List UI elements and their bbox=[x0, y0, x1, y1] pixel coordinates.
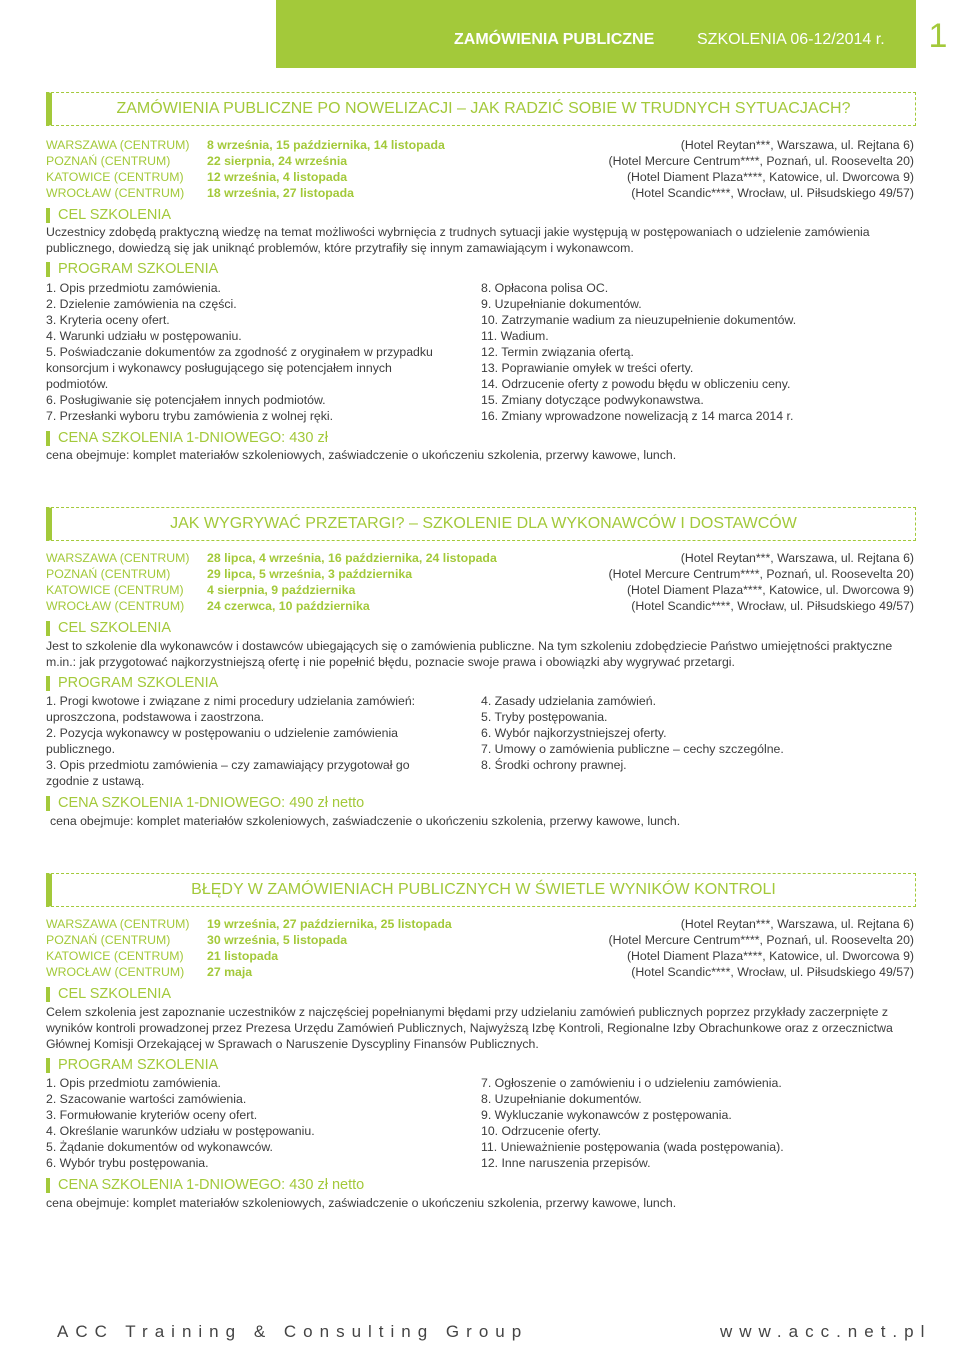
section-3-program-right bbox=[481, 1075, 784, 1171]
hotel: (Hotel Reytan***, Warszawa, ul. Rejtana 6) bbox=[680, 551, 914, 565]
city: POZNAŃ bbox=[46, 567, 98, 581]
district: (CENTRUM) bbox=[113, 949, 184, 963]
program-item: 4. Zasady udzielania zamówień. bbox=[481, 694, 656, 708]
district: (CENTRUM) bbox=[114, 186, 185, 200]
program-item: 12. Inne naruszenia przepisów. bbox=[481, 1156, 651, 1170]
dates: 30 września, 5 listopada bbox=[207, 933, 348, 947]
program-item: 8. Uzupełnianie dokumentów. bbox=[481, 1092, 642, 1106]
header-title: ZAMÓWIENIA PUBLICZNE bbox=[454, 31, 655, 48]
city: POZNAŃ bbox=[46, 933, 98, 947]
schedule-row bbox=[46, 550, 914, 566]
program-item: konsorcjum i wykonawcy posługującego się potencjałem innych bbox=[46, 361, 392, 375]
dates: 4 sierpnia, 9 października bbox=[207, 583, 356, 597]
program-item: publicznego. bbox=[46, 742, 116, 756]
dates: 19 września, 27 października, 25 listopada bbox=[207, 917, 452, 931]
city: WARSZAWA bbox=[46, 138, 117, 152]
schedule-row bbox=[46, 948, 914, 964]
program-item: 13. Poprawianie omyłek w treści oferty. bbox=[481, 361, 694, 375]
district: (CENTRUM) bbox=[119, 551, 190, 565]
hotel: (Hotel Scandic****, Wrocław, ul. Piłsudskiego 49/57) bbox=[631, 186, 914, 200]
section-3-price-heading: CENA SZKOLENIA 1-DNIOWEGO: 430 zł netto bbox=[46, 1178, 364, 1193]
section-2-price-text: cena obejmuje: komplet materiałów szkoleniowych, zaświadczenie o ukończeniu szkolenia, przerwy kawowe, lunch. bbox=[50, 814, 681, 828]
program-item: 6. Posługiwanie się potencjałem innych podmiotów. bbox=[46, 393, 326, 407]
hotel: (Hotel Reytan***, Warszawa, ul. Rejtana 6) bbox=[680, 917, 914, 931]
hotel: (Hotel Diament Plaza****, Katowice, ul. Dworcowa 9) bbox=[626, 949, 914, 963]
hotel: (Hotel Scandic****, Wrocław, ul. Piłsudskiego 49/57) bbox=[631, 965, 914, 979]
program-item: 7. Przesłanki wyboru trybu zamówienia z wolnej ręki. bbox=[46, 409, 334, 423]
header-subtitle: SZKOLENIA 06-12/2014 r. bbox=[697, 31, 885, 48]
district: (CENTRUM) bbox=[119, 138, 190, 152]
program-item: 10. Zatrzymanie wadium za nieuzupełnienie dokumentów. bbox=[481, 313, 797, 327]
schedule-row bbox=[46, 137, 914, 153]
footer-website[interactable]: www.acc.net.pl bbox=[720, 1322, 932, 1341]
dates: 21 listopada bbox=[207, 949, 279, 963]
program-item: 15. Zmiany dotyczące podwykonawstwa. bbox=[481, 393, 704, 407]
section-1-title: ZAMÓWIENIA PUBLICZNE PO NOWELIZACJI – JAK RADZIĆ SOBIE W TRUDNYCH SYTUACJACH? bbox=[46, 92, 916, 126]
dates: 12 września, 4 listopada bbox=[207, 170, 348, 184]
section-3-goal-heading: CEL SZKOLENIA bbox=[46, 987, 171, 1002]
dates: 18 września, 27 listopada bbox=[207, 186, 354, 200]
hotel: (Hotel Mercure Centrum****, Poznań, ul. Roosevelta 20) bbox=[608, 933, 914, 947]
section-3-program-left bbox=[46, 1075, 315, 1171]
section-1-goal-heading: CEL SZKOLENIA bbox=[46, 208, 171, 223]
program-item: 8. Opłacona polisa OC. bbox=[481, 281, 609, 295]
district: (CENTRUM) bbox=[100, 154, 171, 168]
program-item: 4. Warunki udziału w postępowaniu. bbox=[46, 329, 242, 343]
program-item: 9. Uzupełnianie dokumentów. bbox=[481, 297, 642, 311]
program-item: 16. Zmiany wprowadzone nowelizacją z 14 marca 2014 r. bbox=[481, 409, 794, 423]
city: KATOWICE bbox=[46, 583, 111, 597]
section-3-title: BŁĘDY W ZAMÓWIENIACH PUBLICZNYCH W ŚWIETLE WYNIKÓW KONTROLI bbox=[46, 873, 916, 907]
program-item: 7. Umowy o zamówienia publiczne – cechy szczególne. bbox=[481, 742, 784, 756]
dates: 29 lipca, 5 września, 3 października bbox=[207, 567, 413, 581]
program-item: 1. Opis przedmiotu zamówienia. bbox=[46, 1076, 221, 1090]
program-item: 6. Wybór trybu postępowania. bbox=[46, 1156, 209, 1170]
section-2-goal-heading: CEL SZKOLENIA bbox=[46, 621, 171, 636]
hotel: (Hotel Scandic****, Wrocław, ul. Piłsudskiego 49/57) bbox=[631, 599, 914, 613]
hotel: (Hotel Diament Plaza****, Katowice, ul. Dworcowa 9) bbox=[626, 583, 914, 597]
schedule-row bbox=[46, 153, 914, 169]
schedule-row bbox=[46, 169, 914, 185]
dates: 27 maja bbox=[207, 965, 253, 979]
section-3-goal-text: Celem szkolenia jest zapoznanie uczestników z najczęściej popełnianymi błędami przy udzielaniu zamówień publicznych poprzez przykłady zaczerpnięte z wyników kontroli prowadzonej przez Prezesa Urzędu Zamówień Publicznych, Najwyższą Izbę Kontroli, Regionalne Izby Obrachunkowe oraz z orzecznictwa Głównej Komisji Orzekającej w Sprawach o Naruszenie Dyscypliny Finansów Publicznych. bbox=[46, 1005, 893, 1051]
city: WROCŁAW bbox=[46, 599, 112, 613]
section-2-program-left bbox=[46, 693, 415, 789]
schedule-row bbox=[46, 185, 914, 201]
footer-company: ACC Training & Consulting Group bbox=[57, 1322, 529, 1341]
section-2-schedule bbox=[46, 550, 914, 614]
schedule-row bbox=[46, 964, 914, 980]
city: WROCŁAW bbox=[46, 965, 112, 979]
program-item: 5. Poświadczanie dokumentów za zgodność z oryginałem w przypadku bbox=[46, 345, 433, 359]
schedule-row bbox=[46, 566, 914, 582]
schedule-row bbox=[46, 932, 914, 948]
program-item: 1. Opis przedmiotu zamówienia. bbox=[46, 281, 221, 295]
hotel: (Hotel Diament Plaza****, Katowice, ul. Dworcowa 9) bbox=[626, 170, 914, 184]
program-item: 2. Szacowanie wartości zamówienia. bbox=[46, 1092, 247, 1106]
section-2-price-heading: CENA SZKOLENIA 1-DNIOWEGO: 490 zł netto bbox=[46, 796, 364, 811]
section-1-price-heading: CENA SZKOLENIA 1-DNIOWEGO: 430 zł bbox=[46, 431, 328, 446]
program-item: podmiotów. bbox=[46, 377, 109, 391]
section-1-program-left bbox=[46, 280, 433, 424]
section-1-program-right bbox=[481, 280, 796, 424]
dates: 24 czerwca, 10 października bbox=[207, 599, 370, 613]
hotel: (Hotel Reytan***, Warszawa, ul. Rejtana 6) bbox=[680, 138, 914, 152]
program-item: 4. Określanie warunków udziału w postępowaniu. bbox=[46, 1124, 315, 1138]
district: (CENTRUM) bbox=[114, 599, 185, 613]
district: (CENTRUM) bbox=[100, 567, 171, 581]
district: (CENTRUM) bbox=[114, 965, 185, 979]
page-number: 1 bbox=[916, 0, 960, 68]
schedule-row bbox=[46, 598, 914, 614]
city: WARSZAWA bbox=[46, 551, 117, 565]
section-2-title: JAK WYGRYWAĆ PRZETARGI? – SZKOLENIE DLA WYKONAWCÓW I DOSTAWCÓW bbox=[46, 507, 916, 541]
program-item: 7. Ogłoszenie o zamówieniu i o udzieleniu zamówienia. bbox=[481, 1076, 782, 1090]
program-item: 9. Wykluczanie wykonawców z postępowania. bbox=[481, 1108, 732, 1122]
city: WROCŁAW bbox=[46, 186, 112, 200]
section-2-goal-text: Jest to szkolenie dla wykonawców i dostawców ubiegających się o zamówienia publiczne. Na tym szkoleniu zdobędziecie Państwo umiejętności praktyczne m.in.: jak przygotować najkorzystniejszą ofertę i nie popełnić błędu, poznacie swoje prawa i obowiązki aby wygrywać przetargi. bbox=[46, 639, 893, 669]
dates: 28 lipca, 4 września, 16 października, 24 listopada bbox=[207, 551, 497, 565]
section-3-schedule bbox=[46, 916, 914, 980]
dates: 8 września, 15 października, 14 listopada bbox=[207, 138, 445, 152]
program-item: uproszczona, podstawowa i zaostrzona. bbox=[46, 710, 265, 724]
program-item: 6. Wybór najkorzystniejszej oferty. bbox=[481, 726, 667, 740]
program-item: 11. Unieważnienie postępowania (wada postępowania). bbox=[481, 1140, 784, 1154]
district: (CENTRUM) bbox=[113, 583, 184, 597]
city: KATOWICE bbox=[46, 170, 111, 184]
city: KATOWICE bbox=[46, 949, 111, 963]
program-item: 1. Progi kwotowe i związane z nimi procedury udzielania zamówień: bbox=[46, 694, 416, 708]
program-item: 3. Formułowanie kryteriów oceny ofert. bbox=[46, 1108, 258, 1122]
program-item: zgodnie z ustawą. bbox=[46, 774, 145, 788]
section-2-program-right bbox=[481, 693, 784, 773]
district: (CENTRUM) bbox=[119, 917, 190, 931]
hotel: (Hotel Mercure Centrum****, Poznań, ul. Roosevelta 20) bbox=[608, 154, 914, 168]
section-1-schedule bbox=[46, 137, 914, 201]
schedule-row bbox=[46, 916, 914, 932]
program-item: 5. Tryby postępowania. bbox=[481, 710, 608, 724]
program-item: 5. Żądanie dokumentów od wykonawców. bbox=[46, 1140, 273, 1154]
section-1-program-heading: PROGRAM SZKOLENIA bbox=[46, 262, 218, 277]
section-1-goal-text: Uczestnicy zdobędą praktyczną wiedzę na temat możliwości wybrnięcia z trudnych sytuacji jakie występują w postępowaniach o udzielenie zamówienia publicznego, dowiedzą się jak uniknąć problemów, które przytrafiły się innym zamawiającym i wykonawcom. bbox=[46, 225, 870, 255]
section-3-price-text: cena obejmuje: komplet materiałów szkoleniowych, zaświadczenie o ukończeniu szkolenia, przerwy kawowe, lunch. bbox=[46, 1196, 677, 1210]
program-item: 14. Odrzucenie oferty z powodu błędu w obliczeniu ceny. bbox=[481, 377, 791, 391]
program-item: 2. Pozycja wykonawcy w postępowaniu o udzielenie zamówienia bbox=[46, 726, 399, 740]
section-2-program-heading: PROGRAM SZKOLENIA bbox=[46, 676, 218, 691]
hotel: (Hotel Mercure Centrum****, Poznań, ul. Roosevelta 20) bbox=[608, 567, 914, 581]
section-1-price-text: cena obejmuje: komplet materiałów szkoleniowych, zaświadczenie o ukończeniu szkolenia, przerwy kawowe, lunch. bbox=[46, 448, 677, 462]
program-item: 3. Kryteria oceny ofert. bbox=[46, 313, 170, 327]
city: WARSZAWA bbox=[46, 917, 117, 931]
city: POZNAŃ bbox=[46, 154, 98, 168]
program-item: 3. Opis przedmiotu zamówienia – czy zamawiający przygotował go bbox=[46, 758, 410, 772]
program-item: 12. Termin związania ofertą. bbox=[481, 345, 634, 359]
schedule-row bbox=[46, 582, 914, 598]
program-item: 11. Wadium. bbox=[481, 329, 549, 343]
district: (CENTRUM) bbox=[100, 933, 171, 947]
section-3-program-heading: PROGRAM SZKOLENIA bbox=[46, 1058, 218, 1073]
dates: 22 sierpnia, 24 września bbox=[207, 154, 348, 168]
program-item: 2. Dzielenie zamówienia na części. bbox=[46, 297, 237, 311]
program-item: 8. Środki ochrony prawnej. bbox=[481, 758, 627, 772]
program-item: 10. Odrzucenie oferty. bbox=[481, 1124, 602, 1138]
district: (CENTRUM) bbox=[113, 170, 184, 184]
